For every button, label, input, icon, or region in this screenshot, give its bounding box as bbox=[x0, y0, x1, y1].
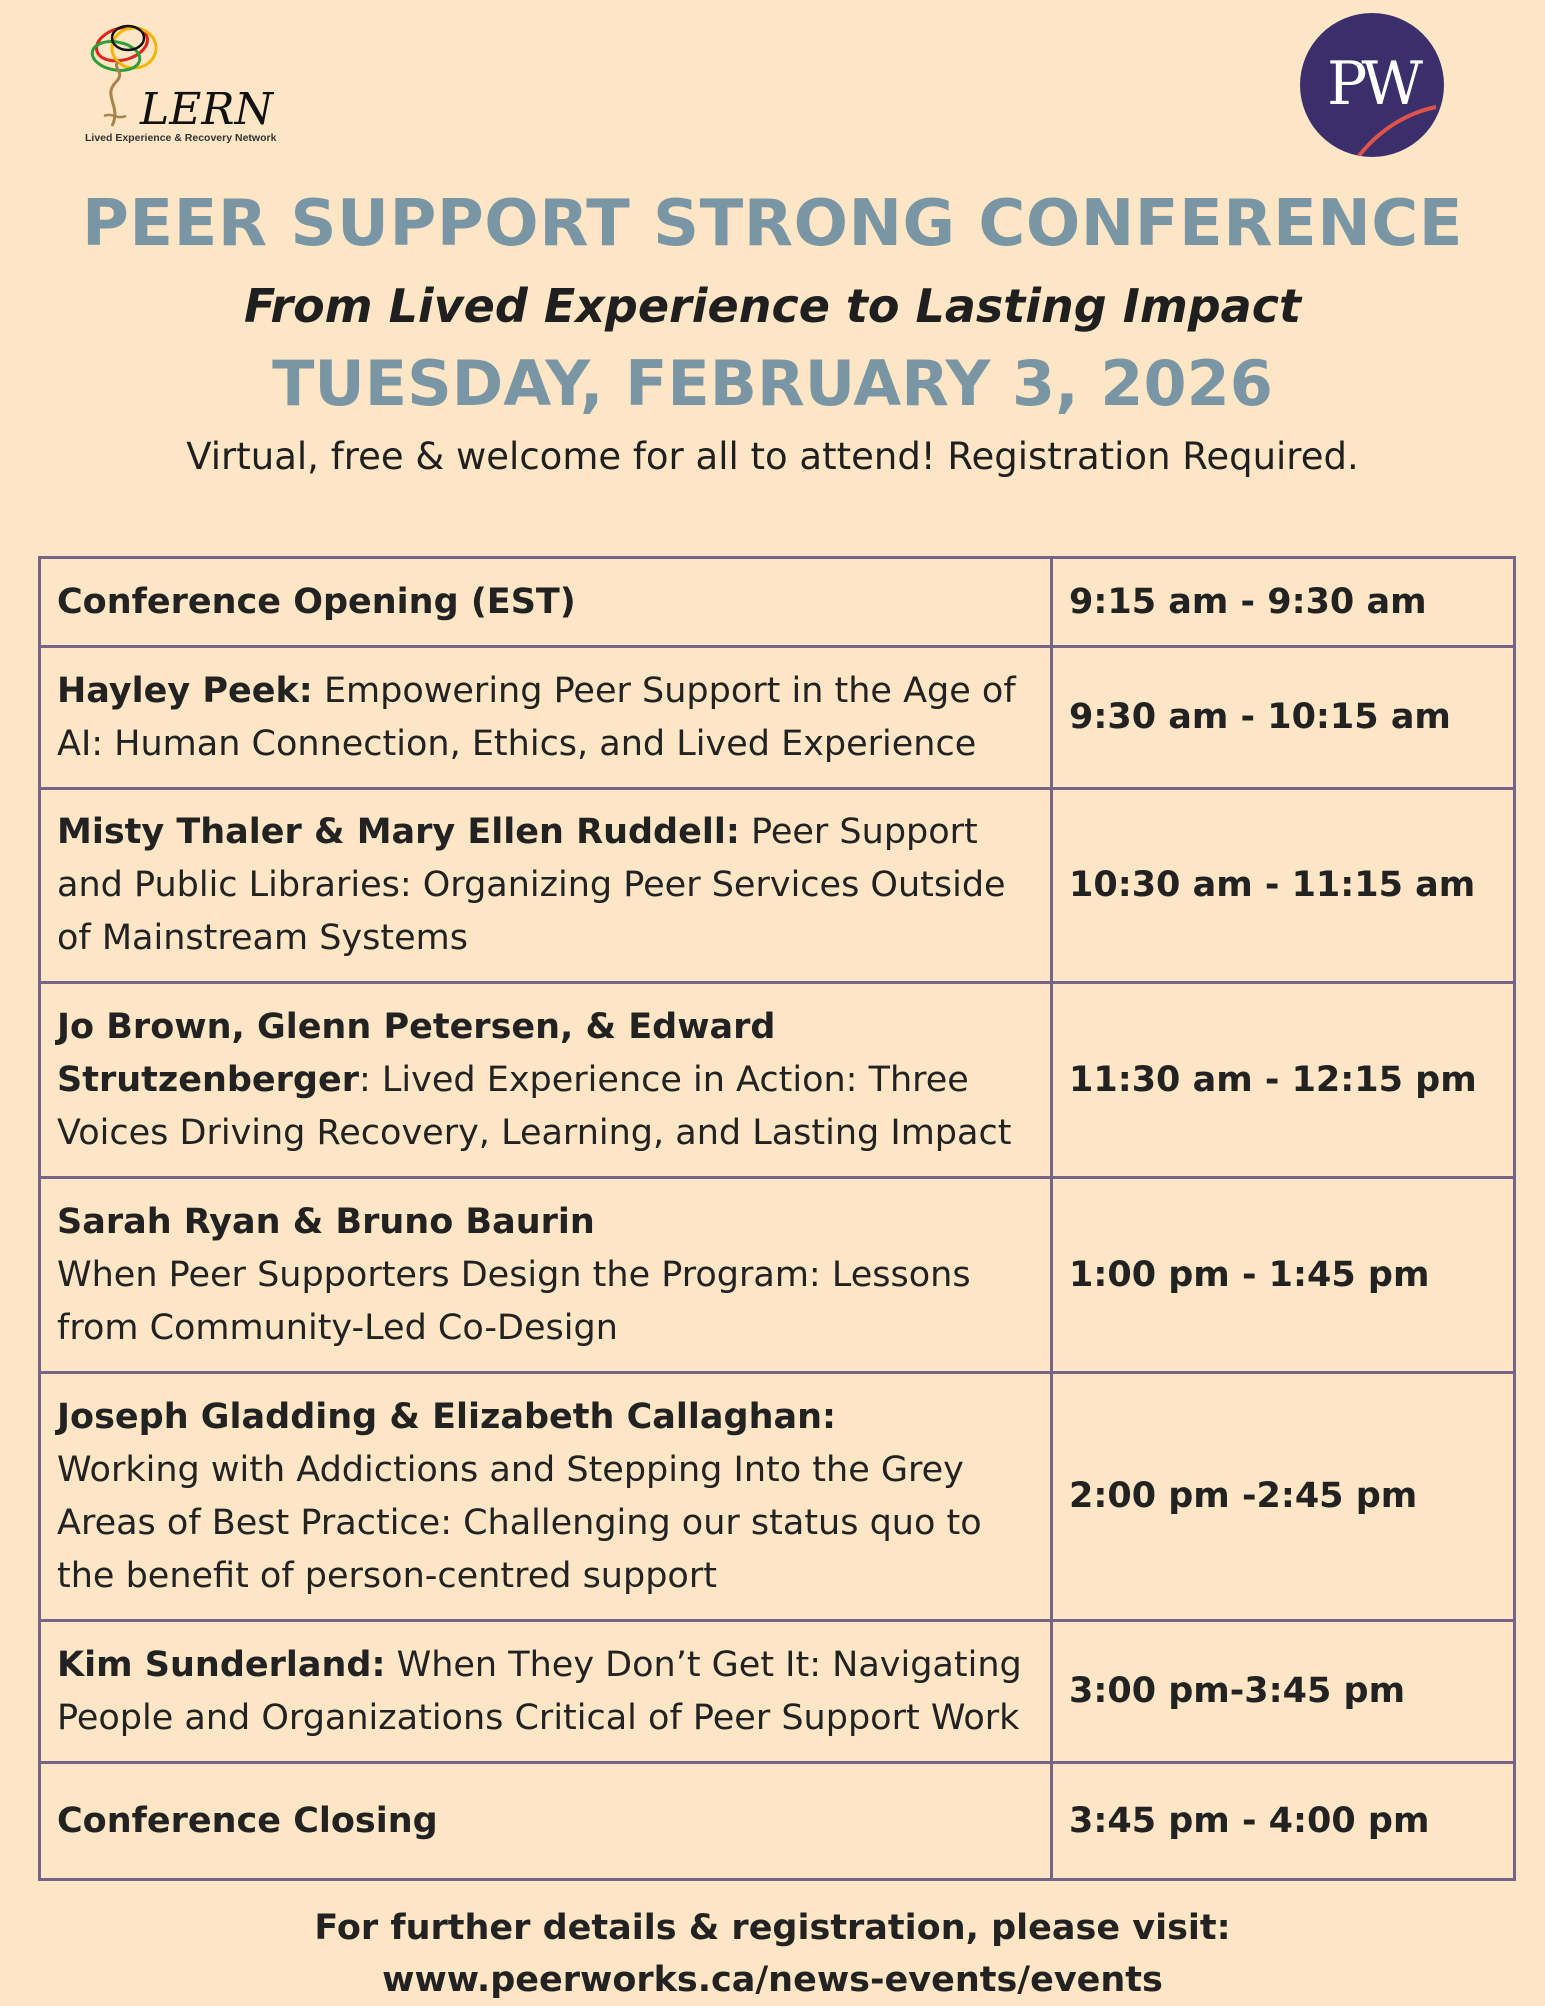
schedule-row bbox=[40, 647, 1515, 789]
session-time: 3:45 pm - 4:00 pm bbox=[1052, 1763, 1515, 1880]
session-talk: Working with Addictions and Stepping Into the Grey Areas of Best Practice: Challenging our status quo to the benefit of person-centred support bbox=[57, 1449, 982, 1596]
session-cell: Jo Brown, Glenn Petersen, & Edward Strutzenberger: Lived Experience in Action: Three Voices Driving Recovery, Learning, and Lasting Impact bbox=[40, 983, 1052, 1178]
footer-url-link[interactable]: www.peerworks.ca/news-events/events bbox=[382, 1960, 1163, 2000]
session-cell bbox=[40, 647, 1052, 789]
session-time: 9:15 am - 9:30 am bbox=[1052, 558, 1515, 647]
session-speaker: Joseph Gladding & Elizabeth Callaghan: bbox=[57, 1396, 837, 1437]
session-time: 3:00 pm-3:45 pm bbox=[1052, 1621, 1515, 1763]
session-talk: When They Don’t Get It: Navigating People and Organizations Critical of Peer Support Work bbox=[57, 1644, 1022, 1738]
session-speaker: Jo Brown, Glenn Petersen, & Edward Strutzenberger bbox=[57, 1006, 776, 1100]
lern-logo-subtitle: Lived Experience & Recovery Network bbox=[85, 132, 277, 144]
session-speaker: Kim Sunderland: bbox=[57, 1644, 386, 1685]
schedule-table bbox=[38, 556, 1516, 1881]
session-speaker: Sarah Ryan & Bruno Baurin bbox=[57, 1201, 595, 1242]
schedule-row bbox=[40, 558, 1515, 647]
session-time: 9:30 am - 10:15 am bbox=[1052, 647, 1515, 789]
schedule-row bbox=[40, 1621, 1515, 1763]
session-cell bbox=[40, 789, 1052, 983]
session-speaker: Misty Thaler & Mary Ellen Ruddell: bbox=[57, 812, 740, 852]
session-speaker: Hayley Peek: bbox=[57, 670, 313, 711]
session-time: 1:00 pm - 1:45 pm bbox=[1052, 1178, 1515, 1373]
session-cell bbox=[40, 1763, 1052, 1880]
peerworks-logo bbox=[1300, 13, 1444, 157]
lern-logo-text: LERN bbox=[140, 84, 273, 135]
session-cell bbox=[40, 1621, 1052, 1763]
session-cell bbox=[40, 558, 1052, 647]
session-time: 2:00 pm -2:45 pm bbox=[1052, 1373, 1515, 1621]
schedule-row bbox=[40, 1178, 1515, 1373]
session-speaker: Conference Opening (EST) bbox=[57, 581, 576, 622]
session-talk: Peer Support and Public Libraries: Organizing Peer Services Outside of Mainstream Systems bbox=[57, 812, 1006, 958]
session-time: 10:30 am - 11:15 am bbox=[1052, 789, 1515, 983]
session-cell bbox=[40, 1178, 1052, 1373]
page-subtitle: From Lived Experience to Lasting Impact bbox=[244, 279, 1301, 333]
session-talk: Empowering Peer Support in the Age of AI: Human Connection, Ethics, and Lived Experience bbox=[57, 670, 1016, 764]
schedule-row bbox=[40, 1763, 1515, 1880]
event-date: TUESDAY, FEBRUARY 3, 2026 bbox=[272, 347, 1273, 420]
schedule-row bbox=[40, 1373, 1515, 1621]
session-speaker: Conference Closing bbox=[57, 1800, 438, 1841]
footer-info-text: For further details & registration, please visit: bbox=[314, 1908, 1231, 1948]
footer bbox=[0, 1902, 1545, 2006]
peerworks-logo-text: PW bbox=[1326, 49, 1418, 119]
lern-logo-graphic bbox=[82, 16, 302, 136]
event-tagline: Virtual, free & welcome for all to attend! Registration Required. bbox=[186, 435, 1359, 478]
page-title: PEER SUPPORT STRONG CONFERENCE bbox=[82, 187, 1463, 261]
session-talk: When Peer Supporters Design the Program: Lessons from Community-Led Co-Design bbox=[57, 1254, 971, 1348]
session-time: 11:30 am - 12:15 pm bbox=[1052, 983, 1515, 1178]
session-cell bbox=[40, 1373, 1052, 1621]
schedule-row bbox=[40, 789, 1515, 983]
schedule-row bbox=[40, 983, 1515, 1178]
session-talk: Lived Experience in Action: Three Voices Driving Recovery, Learning, and Lasting Impact bbox=[57, 1059, 1012, 1153]
lern-logo bbox=[82, 16, 302, 156]
